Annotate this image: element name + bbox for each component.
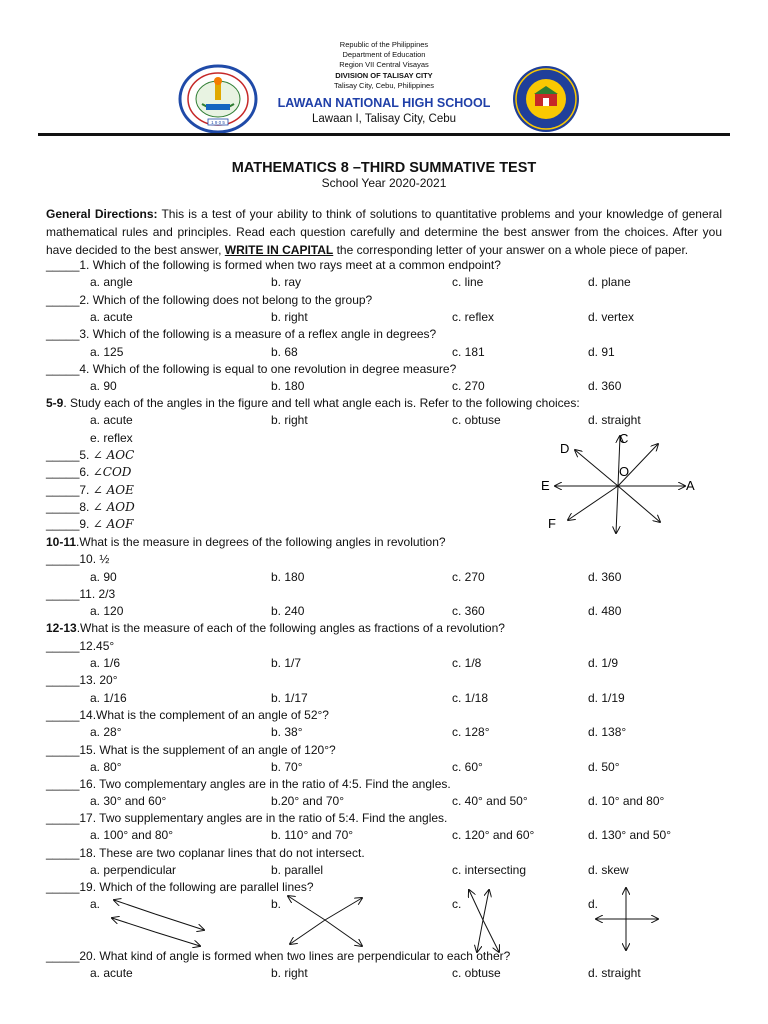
q10-choice-c: c. 270 <box>452 570 485 584</box>
q13-choice-b: b. 1/17 <box>271 691 308 705</box>
q11-choice-a: a. 120 <box>90 604 124 618</box>
q16-choice-d: d. 10° and 80° <box>588 794 665 808</box>
q18-choice-a: a. perpendicular <box>90 863 177 877</box>
q12-choice-a: a. 1/6 <box>90 656 121 670</box>
q14-choice-a: a. 28° <box>90 725 122 739</box>
q15-choice-a: a. 80° <box>90 760 122 774</box>
school-name: LAWAAN NATIONAL HIGH SCHOOL <box>277 96 491 110</box>
q4-choice-a: a. 90 <box>90 379 117 393</box>
q19-figure-d-perpendicular-lines <box>592 884 662 954</box>
q14-choice-c: c. 128° <box>452 725 490 739</box>
q20-choice-b: b. right <box>271 966 308 980</box>
q11-choice-d: d. 480 <box>588 604 622 618</box>
q4-choice-d: d. 360 <box>588 379 622 393</box>
question-17: _____17. Two supplementary angles are in the ratio of 5:4. Find the angles. <box>46 811 448 825</box>
question-14: _____14.What is the complement of an angle of 52°? <box>46 708 329 722</box>
question-12: _____12.45° <box>46 639 115 653</box>
label-F: F <box>548 516 556 531</box>
question-1: _____1. Which of the following is formed when two rays meet at a common endpoint? <box>46 258 501 272</box>
q8-angle: ∠ AOD <box>92 500 135 514</box>
q10-choice-a: a. 90 <box>90 570 117 584</box>
q3-choice-d: d. 91 <box>588 345 615 359</box>
question-3: _____3. Which of the following is a measure of a reflex angle in degrees? <box>46 327 437 341</box>
q7-blank: _____7. <box>46 483 93 497</box>
q5-angle: ∠ AOC <box>92 448 135 462</box>
q18-choice-c: c. intersecting <box>452 863 527 877</box>
question-20: _____20. What kind of angle is formed when two lines are perpendicular to each other? <box>46 949 511 963</box>
q5-9-choice-b: b. right <box>271 413 308 427</box>
question-5-9 <box>46 395 580 412</box>
q9-blank: _____9. <box>46 517 93 531</box>
q5-9-text: . Study each of the angles in the figure and tell what angle each is. Refer to the following choices: <box>63 396 580 410</box>
q19-choice-a: a. <box>90 897 101 911</box>
q16-choice-a: a. 30° and 60° <box>90 794 167 808</box>
question-4: _____4. Which of the following is equal to one revolution in degree measure? <box>46 362 457 376</box>
q15-choice-d: d. 50° <box>588 760 620 774</box>
header-city: Talisay City, Cebu, Philippines <box>334 81 434 90</box>
q12-choice-b: b. 1/7 <box>271 656 302 670</box>
q1-choice-c: c. line <box>452 275 484 289</box>
q1-choice-b: b. ray <box>271 275 302 289</box>
q6-blank: _____6. <box>46 465 93 479</box>
question-9 <box>46 516 133 533</box>
q5-9-choice-e: e. reflex <box>90 431 133 445</box>
question-6 <box>46 464 131 481</box>
q18-choice-b: b. parallel <box>271 863 324 877</box>
q10-11-text: .What is the measure in degrees of the following angles in revolution? <box>76 535 446 549</box>
q2-choice-b: b. right <box>271 310 308 324</box>
q16-choice-c: c. 40° and 50° <box>452 794 528 808</box>
q5-9-choice-c: c. obtuse <box>452 413 501 427</box>
q10-choice-b: b. 180 <box>271 570 305 584</box>
q5-blank: _____5. <box>46 448 93 462</box>
question-2: _____2. Which of the following does not belong to the group? <box>46 293 373 307</box>
question-5 <box>46 447 134 464</box>
q12-choice-c: c. 1/8 <box>452 656 482 670</box>
q3-choice-c: c. 181 <box>452 345 485 359</box>
question-10: _____10. ½ <box>46 552 110 566</box>
q12-13-label: 12-13 <box>46 621 77 635</box>
q20-choice-d: d. straight <box>588 966 641 980</box>
q19-figure-a-parallel-lines <box>100 892 210 948</box>
directions-label: General Directions: <box>46 207 158 221</box>
q13-choice-d: d. 1/19 <box>588 691 625 705</box>
deped-seal-logo <box>508 64 584 134</box>
q2-choice-a: a. acute <box>90 310 133 324</box>
angle-rays <box>555 436 685 533</box>
question-8 <box>46 499 135 516</box>
q5-9-label: 5-9 <box>46 396 64 410</box>
directions-text-1: This is a test of your ability to think of solutions to quantitative problems and your knowledge of general mathematical rules and principles. Read each question carefully and determine the best answer from the choices. After you have decided to the best answer, <box>46 207 722 257</box>
q14-choice-d: d. 138° <box>588 725 627 739</box>
q20-choice-a: a. acute <box>90 966 133 980</box>
header-region: Region VII Central Visayas <box>339 60 429 69</box>
q2-choice-d: d. vertex <box>588 310 635 324</box>
question-18: _____18. These are two coplanar lines that do not intersect. <box>46 846 365 860</box>
q3-choice-a: a. 125 <box>90 345 124 359</box>
question-12-13 <box>46 620 505 637</box>
q12-choice-d: d. 1/9 <box>588 656 619 670</box>
question-13: _____13. 20° <box>46 673 118 687</box>
question-19: _____19. Which of the following are parallel lines? <box>46 880 314 894</box>
q13-choice-c: c. 1/18 <box>452 691 489 705</box>
header-deped: Department of Education <box>342 50 426 59</box>
label-D: D <box>560 441 570 456</box>
q17-choice-b: b. 110° and 70° <box>271 828 354 842</box>
q19-choice-d: d. <box>588 897 599 911</box>
test-title: MATHEMATICS 8 –THIRD SUMMATIVE TEST <box>231 160 537 176</box>
header-division: DIVISION OF TALISAY CITY <box>335 71 433 80</box>
q2-choice-c: c. reflex <box>452 310 495 324</box>
q19-figure-c-skew-lines <box>455 886 510 956</box>
q12-13-text: .What is the measure of each of the following angles as fractions of a revolution? <box>76 621 505 635</box>
label-O: O <box>619 464 630 479</box>
q10-11-label: 10-11 <box>46 535 77 549</box>
q16-choice-b: b.20° and 70° <box>271 794 344 808</box>
question-11: _____11. 2/3 <box>46 587 116 601</box>
q19-figure-b-intersecting-lines <box>280 890 370 950</box>
q17-choice-a: a. 100° and 80° <box>90 828 173 842</box>
header-divider <box>38 133 730 136</box>
q11-choice-b: b. 240 <box>271 604 305 618</box>
q4-choice-b: b. 180 <box>271 379 305 393</box>
question-7 <box>46 482 134 499</box>
q5-9-choice-d: d. straight <box>588 413 641 427</box>
directions-emphasis: WRITE IN CAPITAL <box>224 243 334 257</box>
q15-choice-c: c. 60° <box>452 760 483 774</box>
label-A: A <box>686 478 695 493</box>
q5-9-choice-a: a. acute <box>90 413 133 427</box>
school-seal-logo <box>178 64 258 134</box>
school-year: School Year 2020-2021 <box>321 176 447 190</box>
q7-angle: ∠ AOE <box>92 483 134 497</box>
q15-choice-b: b. 70° <box>271 760 303 774</box>
q18-choice-d: d. skew <box>588 863 629 877</box>
label-E: E <box>541 478 550 493</box>
q10-choice-d: d. 360 <box>588 570 622 584</box>
q6-angle: ∠COD <box>92 465 132 479</box>
header-republic: Republic of the Philippines <box>339 40 429 49</box>
q9-angle: ∠ AOF <box>92 517 134 531</box>
q14-choice-b: b. 38° <box>271 725 303 739</box>
general-directions <box>46 205 722 259</box>
q17-choice-c: c. 120° and 60° <box>452 828 535 842</box>
q1-choice-d: d. plane <box>588 275 631 289</box>
directions-text-2: the corresponding letter of your answer on a whole piece of paper. <box>333 243 689 257</box>
school-address: Lawaan I, Talisay City, Cebu <box>311 113 457 125</box>
q8-blank: _____8. <box>46 500 93 514</box>
question-15: _____15. What is the supplement of an angle of 120°? <box>46 743 336 757</box>
left-logo-year: 1 9 0 5 <box>211 120 225 125</box>
q3-choice-b: b. 68 <box>271 345 298 359</box>
question-10-11 <box>46 534 446 551</box>
q11-choice-c: c. 360 <box>452 604 485 618</box>
label-C: C <box>619 431 629 446</box>
q20-choice-c: c. obtuse <box>452 966 501 980</box>
angle-figure <box>530 428 710 540</box>
q1-choice-a: a. angle <box>90 275 133 289</box>
q4-choice-c: c. 270 <box>452 379 485 393</box>
q19-choice-c: c. <box>452 897 462 911</box>
q13-choice-a: a. 1/16 <box>90 691 127 705</box>
q19-choice-b: b. <box>271 897 282 911</box>
question-16: _____16. Two complementary angles are in the ratio of 4:5. Find the angles. <box>46 777 451 791</box>
q17-choice-d: d. 130° and 50° <box>588 828 671 842</box>
